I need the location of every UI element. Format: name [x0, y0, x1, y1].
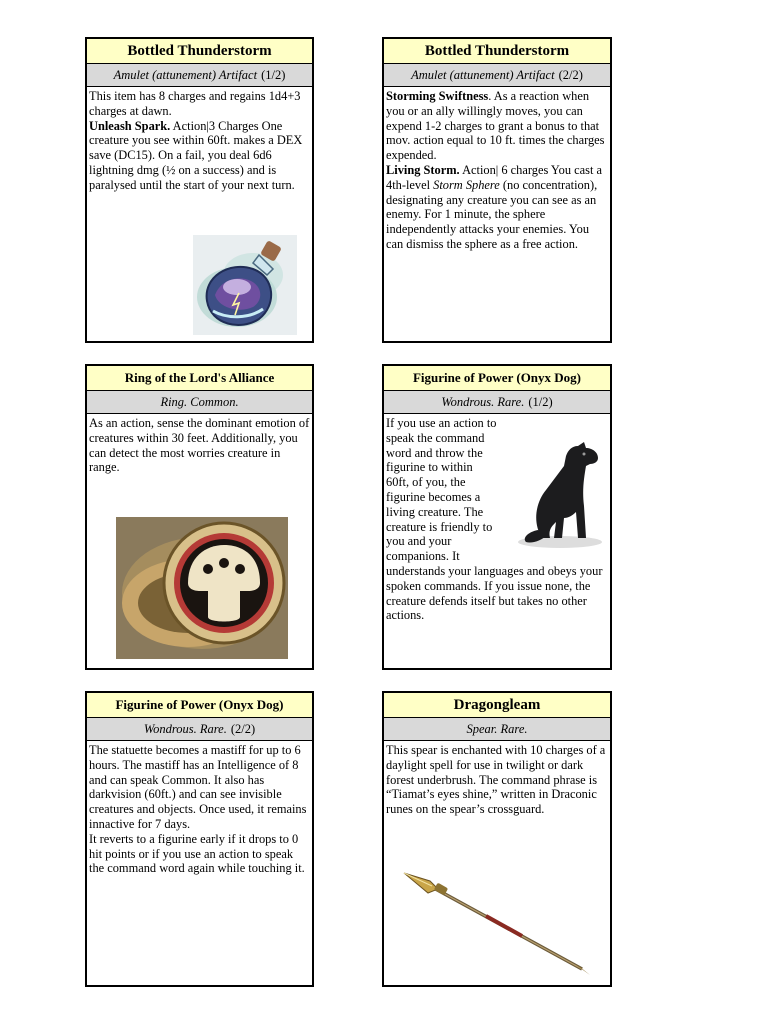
- card-text: [386, 163, 608, 252]
- card-subtitle: [87, 718, 312, 741]
- item-card: [85, 691, 314, 987]
- card-part: (1/2): [261, 67, 286, 82]
- card-type: Ring. Common.: [160, 394, 239, 409]
- card-subtitle: [384, 391, 610, 414]
- card-title: Bottled Thunderstorm: [384, 39, 610, 64]
- card-part: (2/2): [230, 721, 256, 736]
- ability-text: . As a reaction when you or an ally willingly moves, you can expend 1-2 charges to grant a bonus to that mov. action equal to 10 ft. times the charges expended.: [386, 89, 605, 163]
- card-title: Bottled Thunderstorm: [87, 39, 312, 64]
- card-body: [87, 414, 312, 475]
- bottled-storm-icon: [193, 235, 297, 335]
- card-type: Wondrous. Rare.: [441, 394, 525, 409]
- card-type: Amulet (attunement) Artifact: [113, 67, 258, 82]
- card-body: [87, 741, 312, 876]
- card-type: Spear. Rare.: [466, 721, 528, 736]
- ring-icon: [116, 517, 288, 659]
- onyx-dog-icon: [502, 426, 610, 550]
- card-title: Figurine of Power (Onyx Dog): [87, 693, 312, 718]
- ability-name: Unleash Spark.: [89, 118, 171, 133]
- card-title: Ring of the Lord's Alliance: [87, 366, 312, 391]
- card-text: It reverts to a figurine early if it drops to 0 hit points or if you use an action to speak the command word again while touching it.: [89, 831, 305, 876]
- item-card: [382, 364, 612, 670]
- ability-text: Action| 6 charges You cast a 4th-level: [386, 162, 602, 192]
- card-type: Amulet (attunement) Artifact: [411, 67, 555, 82]
- spell-name: Storm Sphere: [433, 177, 500, 192]
- item-card: [382, 691, 612, 987]
- card-subtitle: [384, 64, 610, 87]
- item-card: [85, 37, 314, 343]
- card-body: [384, 741, 610, 817]
- card-subtitle: [87, 64, 312, 87]
- card-body: [384, 87, 610, 252]
- ability-text: (no concentration), designating any creature you can see as an enemy. For 1 minute, the sphere independently attacks your enemies. You can dismiss the sphere as a free action.: [386, 177, 598, 251]
- ability-text: Action|3 Charges One creature you see within 60ft. makes a DEX save (DC15). On a fail, you deal 6d6 lightning dmg (½ on a success) and is paralysed until the start of your next turn.: [89, 118, 303, 192]
- card-title: Figurine of Power (Onyx Dog): [384, 366, 610, 391]
- card-text: This spear is enchanted with 10 charges of a daylight spell for use in twilight or dark forest underbrush. The command phrase is “Tiamat’s eyes shine,” written in Draconic runes on the spear’s crossguard.: [386, 743, 606, 817]
- card-body: [384, 414, 610, 623]
- spear-icon: [402, 871, 594, 977]
- card-type: Wondrous. Rare.: [143, 721, 227, 736]
- card-body: [87, 87, 312, 193]
- card-part: (2/2): [558, 67, 583, 82]
- card-text: [386, 89, 608, 163]
- card-subtitle: [87, 391, 312, 414]
- ability-name: Storming Swiftness: [386, 89, 489, 103]
- ability-name: Living Storm.: [386, 162, 460, 177]
- card-text: The statuette becomes a mastiff for up to 6 hours. The mastiff has an Intelligence of 8 and can speak Common. It also has darkvision (60ft.) and can see invisible creatures and objects. Once used, it remains innactive for 7 days.: [89, 743, 307, 831]
- card-text: As an action, sense the dominant emotion of creatures within 30 feet. Additionally, you can detect the most worries creature in range.: [89, 416, 310, 475]
- card-title: Dragongleam: [384, 693, 610, 718]
- card-text: If you use an action to speak the command word and throw the figurine to within 60ft, of you, the figurine becomes a living creature. The creature is friendly to you and your companions. It understands your languages and obeys your spoken commands. If you issue none, the creature defends itself but takes no other actions.: [386, 416, 603, 623]
- card-text: [89, 119, 310, 193]
- card-text: This item has 8 charges and regains 1d4+3 charges at dawn.: [89, 89, 301, 118]
- card-subtitle: [384, 718, 610, 741]
- item-card: [85, 364, 314, 670]
- card-part: (1/2): [528, 394, 553, 409]
- item-card: [382, 37, 612, 343]
